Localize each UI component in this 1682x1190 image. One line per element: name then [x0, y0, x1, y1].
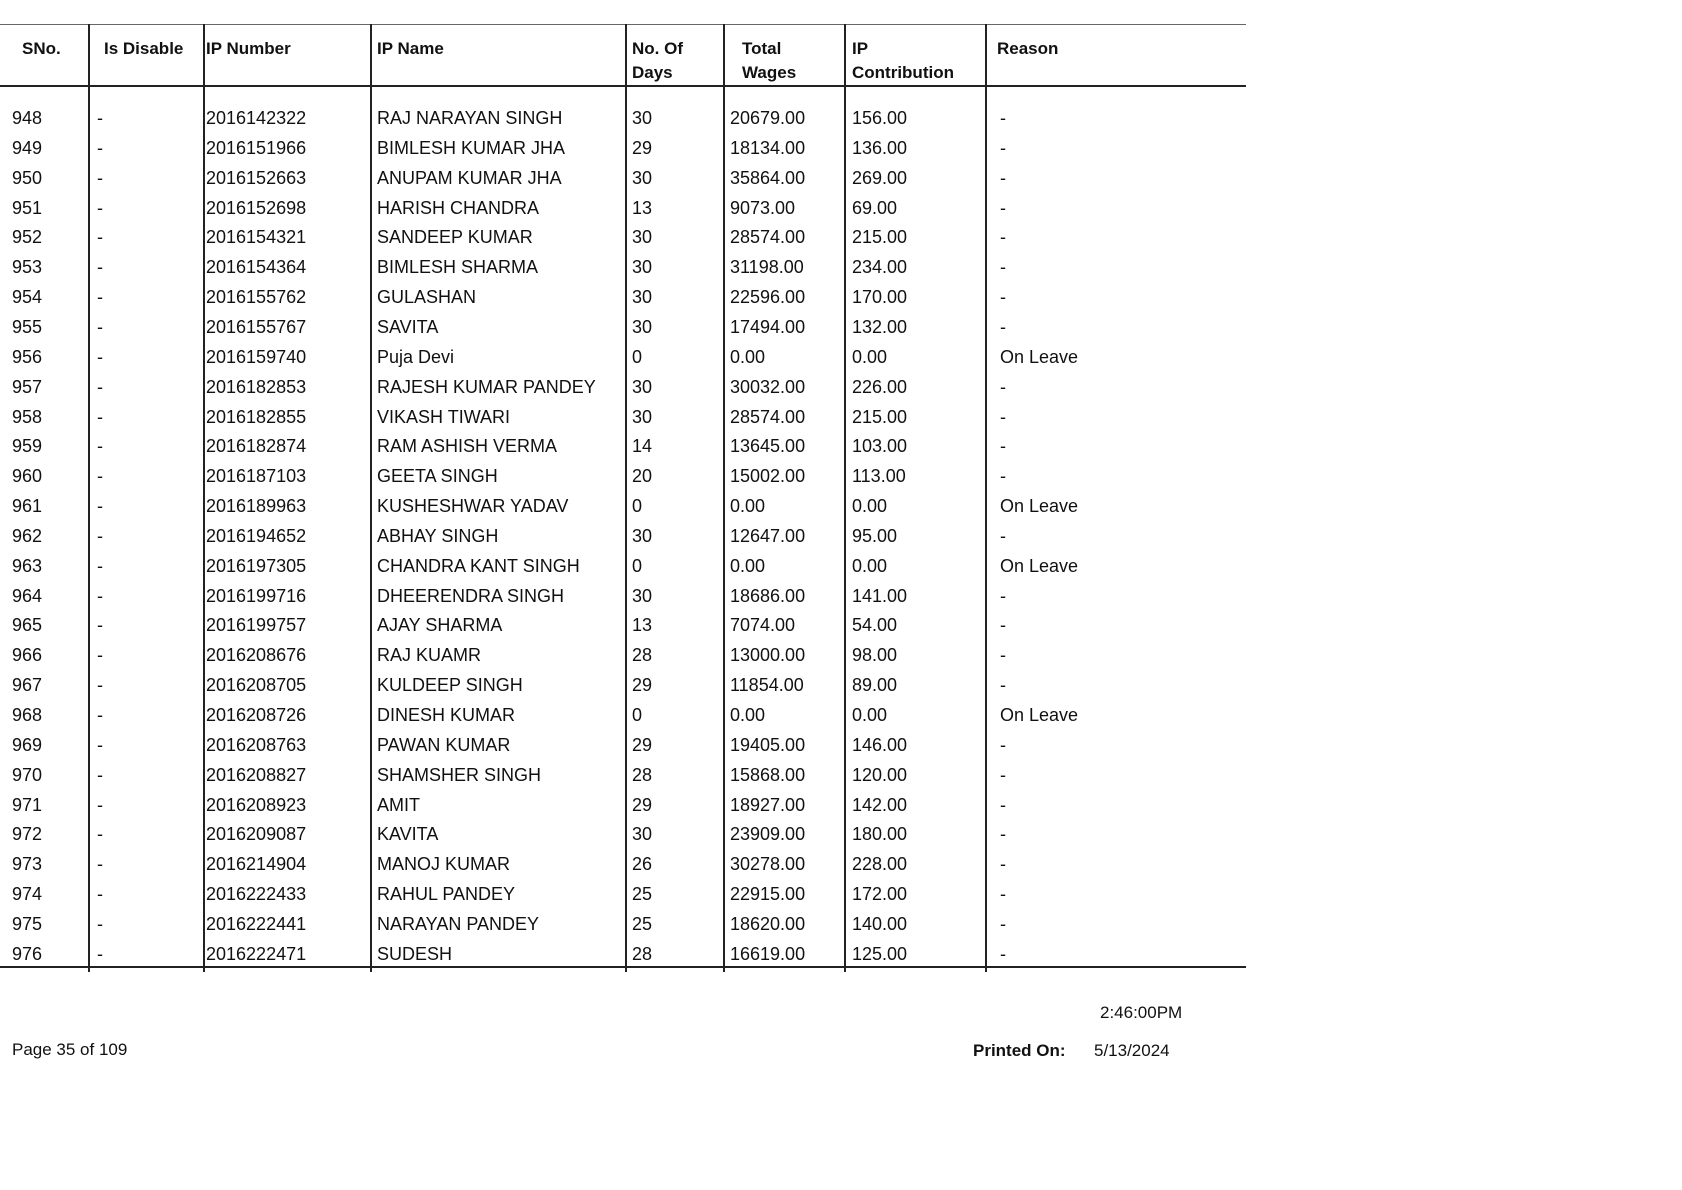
ip-number-cell: 2016209087 [206, 824, 307, 845]
is-disable-cell: - [97, 854, 103, 875]
sno-cell: 975 [12, 913, 43, 934]
ip-name-cell: Puja Devi [377, 346, 455, 367]
ip-name-cell: SAVITA [377, 316, 439, 337]
is-disable-cell: - [97, 525, 103, 546]
days-cell: 14 [632, 436, 653, 457]
contribution-cell: 0.00 [852, 496, 888, 517]
table-row [0, 312, 1246, 342]
table-row [0, 282, 1246, 312]
ip-number-cell: 2016208705 [206, 675, 307, 696]
days-cell: 26 [632, 854, 653, 875]
ip-number-cell: 2016208763 [206, 734, 307, 755]
wages-cell: 13645.00 [730, 436, 806, 457]
reason-cell: - [1000, 108, 1006, 128]
is-disable-cell: - [97, 675, 103, 696]
reason-cell: - [1000, 376, 1006, 397]
is-disable-cell: - [97, 764, 103, 785]
contribution-cell: 140.00 [852, 913, 908, 934]
wages-cell: 35864.00 [730, 167, 806, 188]
contribution-cell: 136.00 [852, 137, 908, 158]
wages-cell: 20679.00 [730, 108, 806, 128]
contribution-cell: 132.00 [852, 316, 908, 337]
reason-cell: - [1000, 406, 1006, 427]
reason-cell: - [1000, 734, 1006, 755]
table-row [0, 103, 1246, 133]
days-cell: 13 [632, 197, 653, 218]
table-row [0, 610, 1246, 640]
reason-cell: - [1000, 615, 1006, 636]
reason-cell: On Leave [1000, 555, 1079, 576]
sno-cell: 966 [12, 645, 43, 666]
header-ip-contribution: IP Contribution [852, 39, 954, 82]
days-cell: 0 [632, 346, 643, 367]
contribution-cell: 98.00 [852, 645, 898, 666]
ip-number-cell: 2016194652 [206, 525, 307, 546]
sno-cell: 971 [12, 794, 43, 815]
sno-cell: 958 [12, 406, 43, 427]
days-cell: 25 [632, 884, 653, 905]
table-row [0, 879, 1246, 909]
days-cell: 29 [632, 137, 653, 158]
sno-cell: 968 [12, 705, 43, 725]
days-cell: 25 [632, 913, 653, 934]
table-row [0, 342, 1246, 372]
table-row [0, 461, 1246, 491]
wages-cell: 0.00 [730, 555, 766, 576]
reason-cell: - [1000, 824, 1006, 845]
days-cell: 29 [632, 794, 653, 815]
days-cell: 30 [632, 585, 653, 606]
wages-cell: 19405.00 [730, 734, 806, 755]
wages-cell: 9073.00 [730, 197, 796, 218]
contribution-cell: 215.00 [852, 227, 908, 248]
sno-cell: 964 [12, 585, 43, 606]
reason-cell: - [1000, 585, 1006, 606]
ip-number-cell: 2016155767 [206, 316, 307, 337]
reason-cell: - [1000, 167, 1006, 188]
ip-name-cell: HARISH CHANDRA [377, 197, 540, 218]
ip-number-cell: 2016182855 [206, 406, 307, 427]
wages-cell: 28574.00 [730, 227, 806, 248]
reason-cell: - [1000, 884, 1006, 905]
ip-number-cell: 2016222441 [206, 913, 307, 934]
sno-cell: 965 [12, 615, 43, 636]
table-row [0, 909, 1246, 939]
wages-cell: 23909.00 [730, 824, 806, 845]
ip-number-cell: 2016154321 [206, 227, 307, 248]
sno-cell: 956 [12, 346, 43, 367]
table-row [0, 760, 1246, 790]
contribution-cell: 120.00 [852, 764, 908, 785]
wages-cell: 0.00 [730, 705, 766, 725]
ip-number-cell: 2016222433 [206, 884, 307, 905]
sno-cell: 954 [12, 287, 43, 308]
table-row [0, 939, 1246, 969]
ip-number-cell: 2016199757 [206, 615, 307, 636]
ip-name-cell: BIMLESH SHARMA [377, 257, 539, 278]
contribution-cell: 170.00 [852, 287, 908, 308]
reason-cell: - [1000, 764, 1006, 785]
ip-name-cell: ABHAY SINGH [377, 525, 499, 546]
sno-cell: 957 [12, 376, 43, 397]
ip-number-cell: 2016142322 [206, 108, 307, 128]
sno-cell: 953 [12, 257, 43, 278]
is-disable-cell: - [97, 794, 103, 815]
header-ip-name: IP Name [377, 39, 444, 58]
sno-cell: 962 [12, 525, 43, 546]
ip-name-cell: KULDEEP SINGH [377, 675, 523, 696]
ip-name-cell: CHANDRA KANT SINGH [377, 555, 580, 576]
reason-cell: On Leave [1000, 705, 1079, 725]
days-cell: 30 [632, 257, 653, 278]
wages-cell: 18620.00 [730, 913, 806, 934]
reason-cell: - [1000, 525, 1006, 546]
ip-number-cell: 2016159740 [206, 346, 307, 367]
days-cell: 30 [632, 525, 653, 546]
sno-cell: 948 [12, 108, 43, 128]
contribution-cell: 95.00 [852, 525, 898, 546]
sno-cell: 974 [12, 884, 43, 905]
contribution-cell: 0.00 [852, 555, 888, 576]
ip-name-cell: KUSHESHWAR YADAV [377, 496, 569, 517]
contribution-cell: 156.00 [852, 108, 908, 128]
table-row [0, 402, 1246, 432]
is-disable-cell: - [97, 555, 103, 576]
ip-number-cell: 2016208676 [206, 645, 307, 666]
contribution-cell: 215.00 [852, 406, 908, 427]
ip-name-cell: RAHUL PANDEY [377, 884, 516, 905]
sno-cell: 951 [12, 197, 43, 218]
ip-number-cell: 2016152698 [206, 197, 307, 218]
header-sno: SNo. [22, 39, 61, 58]
ip-name-cell: GULASHAN [377, 287, 477, 308]
ip-number-cell: 2016197305 [206, 555, 307, 576]
ip-number-cell: 2016187103 [206, 466, 307, 487]
ip-number-cell: 2016182874 [206, 436, 307, 457]
contribution-cell: 146.00 [852, 734, 908, 755]
is-disable-cell: - [97, 824, 103, 845]
is-disable-cell: - [97, 197, 103, 218]
is-disable-cell: - [97, 913, 103, 934]
sno-cell: 972 [12, 824, 43, 845]
contribution-cell: 228.00 [852, 854, 908, 875]
contribution-cell: 172.00 [852, 884, 908, 905]
printed-time: 2:46:00PM [1100, 1003, 1183, 1022]
wages-cell: 30032.00 [730, 376, 806, 397]
days-cell: 30 [632, 227, 653, 248]
table-row [0, 193, 1246, 223]
table-row [0, 163, 1246, 193]
header-total-wages: Total Wages [742, 39, 797, 82]
ip-name-cell: RAJ KUAMR [377, 645, 482, 666]
table-top-rule [0, 24, 1246, 25]
wages-cell: 7074.00 [730, 615, 796, 636]
contribution-cell: 141.00 [852, 585, 908, 606]
days-cell: 29 [632, 734, 653, 755]
ip-name-cell: RAJESH KUMAR PANDEY [377, 376, 596, 397]
reason-cell: - [1000, 197, 1006, 218]
days-cell: 0 [632, 496, 643, 517]
wages-cell: 17494.00 [730, 316, 806, 337]
printed-on-date: 5/13/2024 [1094, 1041, 1170, 1060]
wages-cell: 31198.00 [730, 257, 804, 278]
is-disable-cell: - [97, 615, 103, 636]
days-cell: 13 [632, 615, 653, 636]
contribution-cell: 89.00 [852, 675, 898, 696]
ip-number-cell: 2016189963 [206, 496, 307, 517]
ip-number-cell: 2016152663 [206, 167, 307, 188]
is-disable-cell: - [97, 227, 103, 248]
table-row [0, 670, 1246, 700]
days-cell: 0 [632, 555, 643, 576]
reason-cell: - [1000, 466, 1006, 487]
contribution-cell: 180.00 [852, 824, 908, 845]
reason-cell: - [1000, 675, 1006, 696]
contribution-cell: 234.00 [852, 257, 908, 278]
is-disable-cell: - [97, 406, 103, 427]
reason-cell: - [1000, 854, 1006, 875]
ip-name-cell: NARAYAN PANDEY [377, 913, 540, 934]
ip-number-cell: 2016182853 [206, 376, 307, 397]
days-cell: 28 [632, 764, 653, 785]
is-disable-cell: - [97, 287, 103, 308]
days-cell: 0 [632, 705, 643, 725]
ip-name-cell: MANOJ KUMAR [377, 854, 511, 875]
wages-cell: 30278.00 [730, 854, 806, 875]
contribution-cell: 69.00 [852, 197, 898, 218]
contribution-cell: 0.00 [852, 705, 888, 725]
reason-cell: - [1000, 943, 1006, 964]
ip-name-cell: ANUPAM KUMAR JHA [377, 167, 562, 188]
contribution-cell: 125.00 [852, 943, 908, 964]
days-cell: 30 [632, 406, 653, 427]
reason-cell: - [1000, 316, 1006, 337]
days-cell: 28 [632, 645, 653, 666]
table-row [0, 431, 1246, 461]
reason-cell: - [1000, 257, 1006, 278]
is-disable-cell: - [97, 436, 103, 457]
sno-cell: 967 [12, 675, 43, 696]
sno-cell: 950 [12, 167, 43, 188]
reason-cell: On Leave [1000, 496, 1079, 517]
contribution-cell: 226.00 [852, 376, 908, 397]
ip-number-cell: 2016208827 [206, 764, 307, 785]
is-disable-cell: - [97, 316, 103, 337]
is-disable-cell: - [97, 705, 103, 725]
wages-cell: 15868.00 [730, 764, 806, 785]
is-disable-cell: - [97, 645, 103, 666]
ip-name-cell: RAJ NARAYAN SINGH [377, 108, 563, 128]
wages-cell: 22596.00 [730, 287, 806, 308]
sno-cell: 952 [12, 227, 43, 248]
ip-name-cell: SUDESH [377, 943, 453, 964]
wages-cell: 12647.00 [730, 525, 806, 546]
days-cell: 28 [632, 943, 653, 964]
sno-cell: 976 [12, 943, 43, 964]
table-row [0, 133, 1246, 163]
reason-cell: - [1000, 287, 1006, 308]
contribution-cell: 103.00 [852, 436, 908, 457]
ip-name-cell: DHEERENDRA SINGH [377, 585, 565, 606]
reason-cell: - [1000, 913, 1006, 934]
ip-name-cell: SHAMSHER SINGH [377, 764, 542, 785]
table-row [0, 222, 1246, 252]
printed-on-label: Printed On: [973, 1041, 1066, 1060]
ip-number-cell: 2016155762 [206, 287, 307, 308]
reason-cell: - [1000, 794, 1006, 815]
is-disable-cell: - [97, 167, 103, 188]
table-row [0, 491, 1246, 521]
is-disable-cell: - [97, 108, 103, 128]
ip-number-cell: 2016222471 [206, 943, 307, 964]
contribution-cell: 142.00 [852, 794, 908, 815]
table-row [0, 581, 1246, 611]
is-disable-cell: - [97, 496, 103, 517]
ip-name-cell: SANDEEP KUMAR [377, 227, 533, 248]
table-row [0, 849, 1246, 879]
wages-cell: 18927.00 [730, 794, 806, 815]
wages-cell: 13000.00 [730, 645, 806, 666]
wages-cell: 0.00 [730, 496, 766, 517]
sno-cell: 949 [12, 137, 43, 158]
page-number: Page 35 of 109 [12, 1040, 128, 1059]
is-disable-cell: - [97, 466, 103, 487]
contribution-cell: 54.00 [852, 615, 898, 636]
days-cell: 30 [632, 316, 653, 337]
wages-cell: 16619.00 [730, 943, 806, 964]
wages-cell: 0.00 [730, 346, 766, 367]
ip-name-cell: BIMLESH KUMAR JHA [377, 137, 566, 158]
ip-number-cell: 2016208726 [206, 705, 307, 725]
table-row [0, 730, 1246, 760]
table-row [0, 640, 1246, 670]
ip-number-cell: 2016208923 [206, 794, 307, 815]
days-cell: 20 [632, 466, 653, 487]
ip-name-cell: AJAY SHARMA [377, 615, 503, 636]
contribution-cell: 113.00 [852, 466, 906, 487]
is-disable-cell: - [97, 346, 103, 367]
reason-cell: - [1000, 645, 1006, 666]
table-row [0, 521, 1246, 551]
table-row [0, 700, 1246, 730]
reason-cell: - [1000, 436, 1006, 457]
ip-name-cell: VIKASH TIWARI [377, 406, 511, 427]
reason-cell: - [1000, 137, 1006, 158]
is-disable-cell: - [97, 943, 103, 964]
ip-name-cell: RAM ASHISH VERMA [377, 436, 558, 457]
wages-cell: 28574.00 [730, 406, 806, 427]
ip-number-cell: 2016199716 [206, 585, 307, 606]
header-reason: Reason [997, 39, 1059, 58]
ip-name-cell: KAVITA [377, 824, 439, 845]
header-no-of-days: No. Of Days [632, 39, 683, 82]
header-ip-number: IP Number [206, 39, 291, 58]
header-bottom-rule [0, 85, 1246, 87]
table-row [0, 252, 1246, 282]
ip-number-cell: 2016151966 [206, 137, 307, 158]
ip-number-cell: 2016154364 [206, 257, 307, 278]
is-disable-cell: - [97, 376, 103, 397]
ip-name-cell: GEETA SINGH [377, 466, 498, 487]
days-cell: 30 [632, 824, 653, 845]
table-row [0, 790, 1246, 820]
sno-cell: 955 [12, 316, 43, 337]
sno-cell: 959 [12, 436, 43, 457]
reason-cell: On Leave [1000, 346, 1079, 367]
reason-cell: - [1000, 227, 1006, 248]
wages-cell: 22915.00 [730, 884, 806, 905]
sno-cell: 963 [12, 555, 43, 576]
is-disable-cell: - [97, 137, 103, 158]
table-row [0, 819, 1246, 849]
sno-cell: 970 [12, 764, 43, 785]
table-row [0, 551, 1246, 581]
days-cell: 29 [632, 675, 653, 696]
days-cell: 30 [632, 167, 653, 188]
contribution-cell: 0.00 [852, 346, 888, 367]
sno-cell: 973 [12, 854, 43, 875]
ip-number-cell: 2016214904 [206, 854, 307, 875]
days-cell: 30 [632, 287, 653, 308]
days-cell: 30 [632, 108, 653, 128]
is-disable-cell: - [97, 884, 103, 905]
wages-cell: 15002.00 [730, 466, 806, 487]
sno-cell: 969 [12, 734, 43, 755]
ip-name-cell: AMIT [377, 794, 420, 815]
days-cell: 30 [632, 376, 653, 397]
contribution-cell: 269.00 [852, 167, 908, 188]
table-row [0, 372, 1246, 402]
wages-cell: 11854.00 [730, 675, 804, 696]
wages-cell: 18134.00 [730, 137, 806, 158]
sno-cell: 961 [12, 496, 43, 517]
ip-name-cell: PAWAN KUMAR [377, 734, 511, 755]
ip-name-cell: DINESH KUMAR [377, 705, 516, 725]
sno-cell: 960 [12, 466, 43, 487]
is-disable-cell: - [97, 257, 103, 278]
is-disable-cell: - [97, 734, 103, 755]
is-disable-cell: - [97, 585, 103, 606]
header-is-disable: Is Disable [104, 39, 184, 58]
wages-cell: 18686.00 [730, 585, 806, 606]
